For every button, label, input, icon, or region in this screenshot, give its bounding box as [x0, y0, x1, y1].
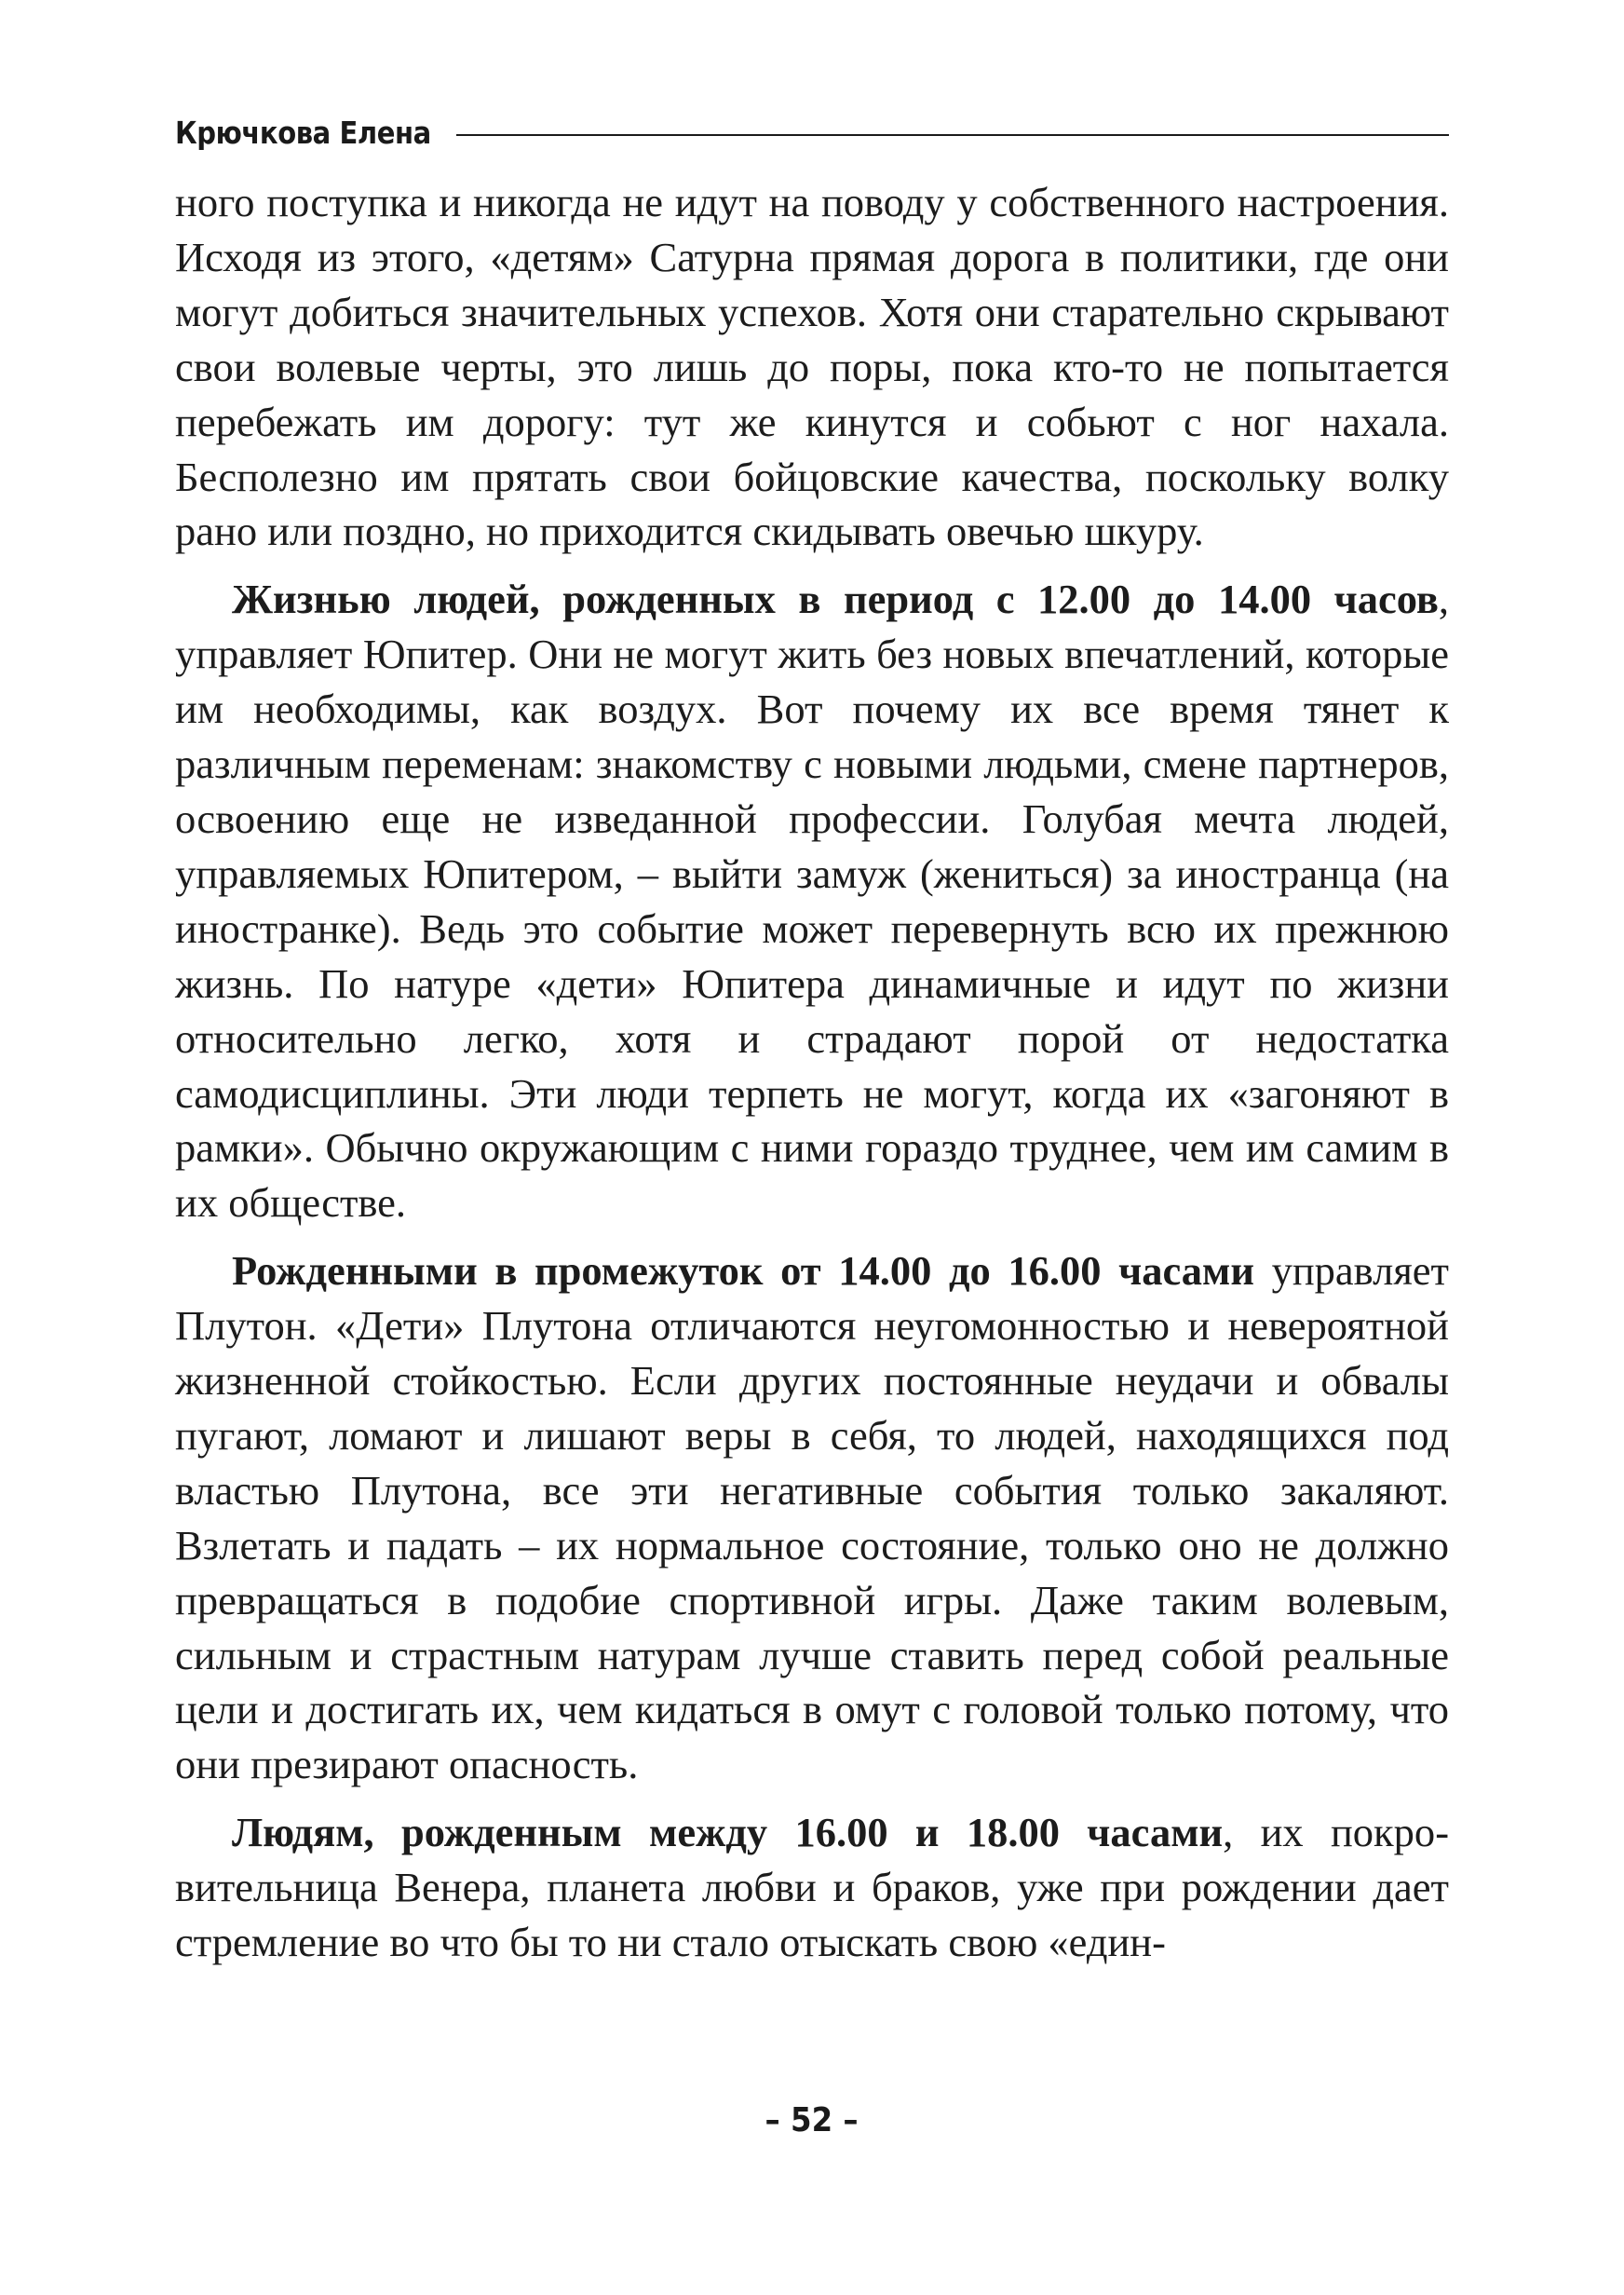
- running-header: [175, 104, 1449, 160]
- paragraph-4-bold: Людям, рожденным между 16.00 и 18.00 часами: [232, 1809, 1224, 1856]
- paragraph-3: [175, 1243, 1449, 1792]
- paragraph-2-text: , управляет Юпитер. Они не могут жить без новых впечатлений, которые им необходимы, как воздух. Вот почему их все время тянет к различным переменам: знакомству с новыми людьми, смене партнеров, освоению еще не изведанной профессии. Голубая мечта людей, управляемых Юпитером, – выйти замуж (жениться) за иностранца (на иностранке). Ведь это событие может перевернуть всю их прежнюю жизнь. По натуре «дети» Юпитера динамичные и идут по жизни относительно легко, хотя и страдают порой от недостатка самодисциплины. Эти люди терпеть не могут, когда их «загоняют в рамки». Обычно окружающим с ними гораздо труднее, чем им самим в их обществе.: [175, 576, 1449, 1227]
- paragraph-4-text: , их покровительница Венера, планета любви и браков, уже при рождении дает стремление во что бы то ни стало отыскать свою «един-: [175, 1809, 1450, 1966]
- body-text: [175, 175, 1449, 1970]
- paragraph-3-text: управляет Плутон. «Дети» Плутона отличаются неугомонностью и невероятной жизненной стойкостью. Если других постоянные неудачи и обвалы пугают, ломают и лишают веры в себя, то людей, находящихся под властью Плутона, все эти негативные события только закаляют. Взлетать и падать – их нормальное состояние, только оно не должно превращаться в подобие спортивной игры. Даже таким волевым, сильным и страстным натурам лучше ставить перед собой реальные цели и достигать их, чем кидаться в омут с головой только потому, что они презирают опасность.: [175, 1247, 1449, 1788]
- paragraph-4: [175, 1805, 1449, 1970]
- paragraph-2: [175, 572, 1449, 1230]
- paragraph-2-bold: Жизнью людей, рожденных в период с 12.00 до 14.00 часов: [232, 576, 1439, 623]
- header-rule: [456, 134, 1449, 136]
- paragraph-3-bold: Рожденными в промежуток от 14.00 до 16.00 часами: [232, 1247, 1254, 1295]
- paragraph-1-text: ного поступка и никогда не идут на поводу у собственного настроения. Исходя из этого, «детям» Сатурна прямая дорога в политики, где они могут добиться значительных успехов. Хотя они старательно скрывают свои волевые черты, это лишь до поры, пока кто-то не попытается перебежать им дорогу: тут же кинутся и собьют с ног нахала. Бесполезно им прятать свои бойцовские качества, поскольку волку рано или поздно, но приходится скидывать овечью шкуру.: [175, 179, 1449, 555]
- page-number: – 52 –: [765, 2101, 859, 2139]
- page-footer: [0, 2101, 1624, 2139]
- header-author: Крючкова Елена: [175, 114, 431, 151]
- paragraph-1: [175, 175, 1449, 559]
